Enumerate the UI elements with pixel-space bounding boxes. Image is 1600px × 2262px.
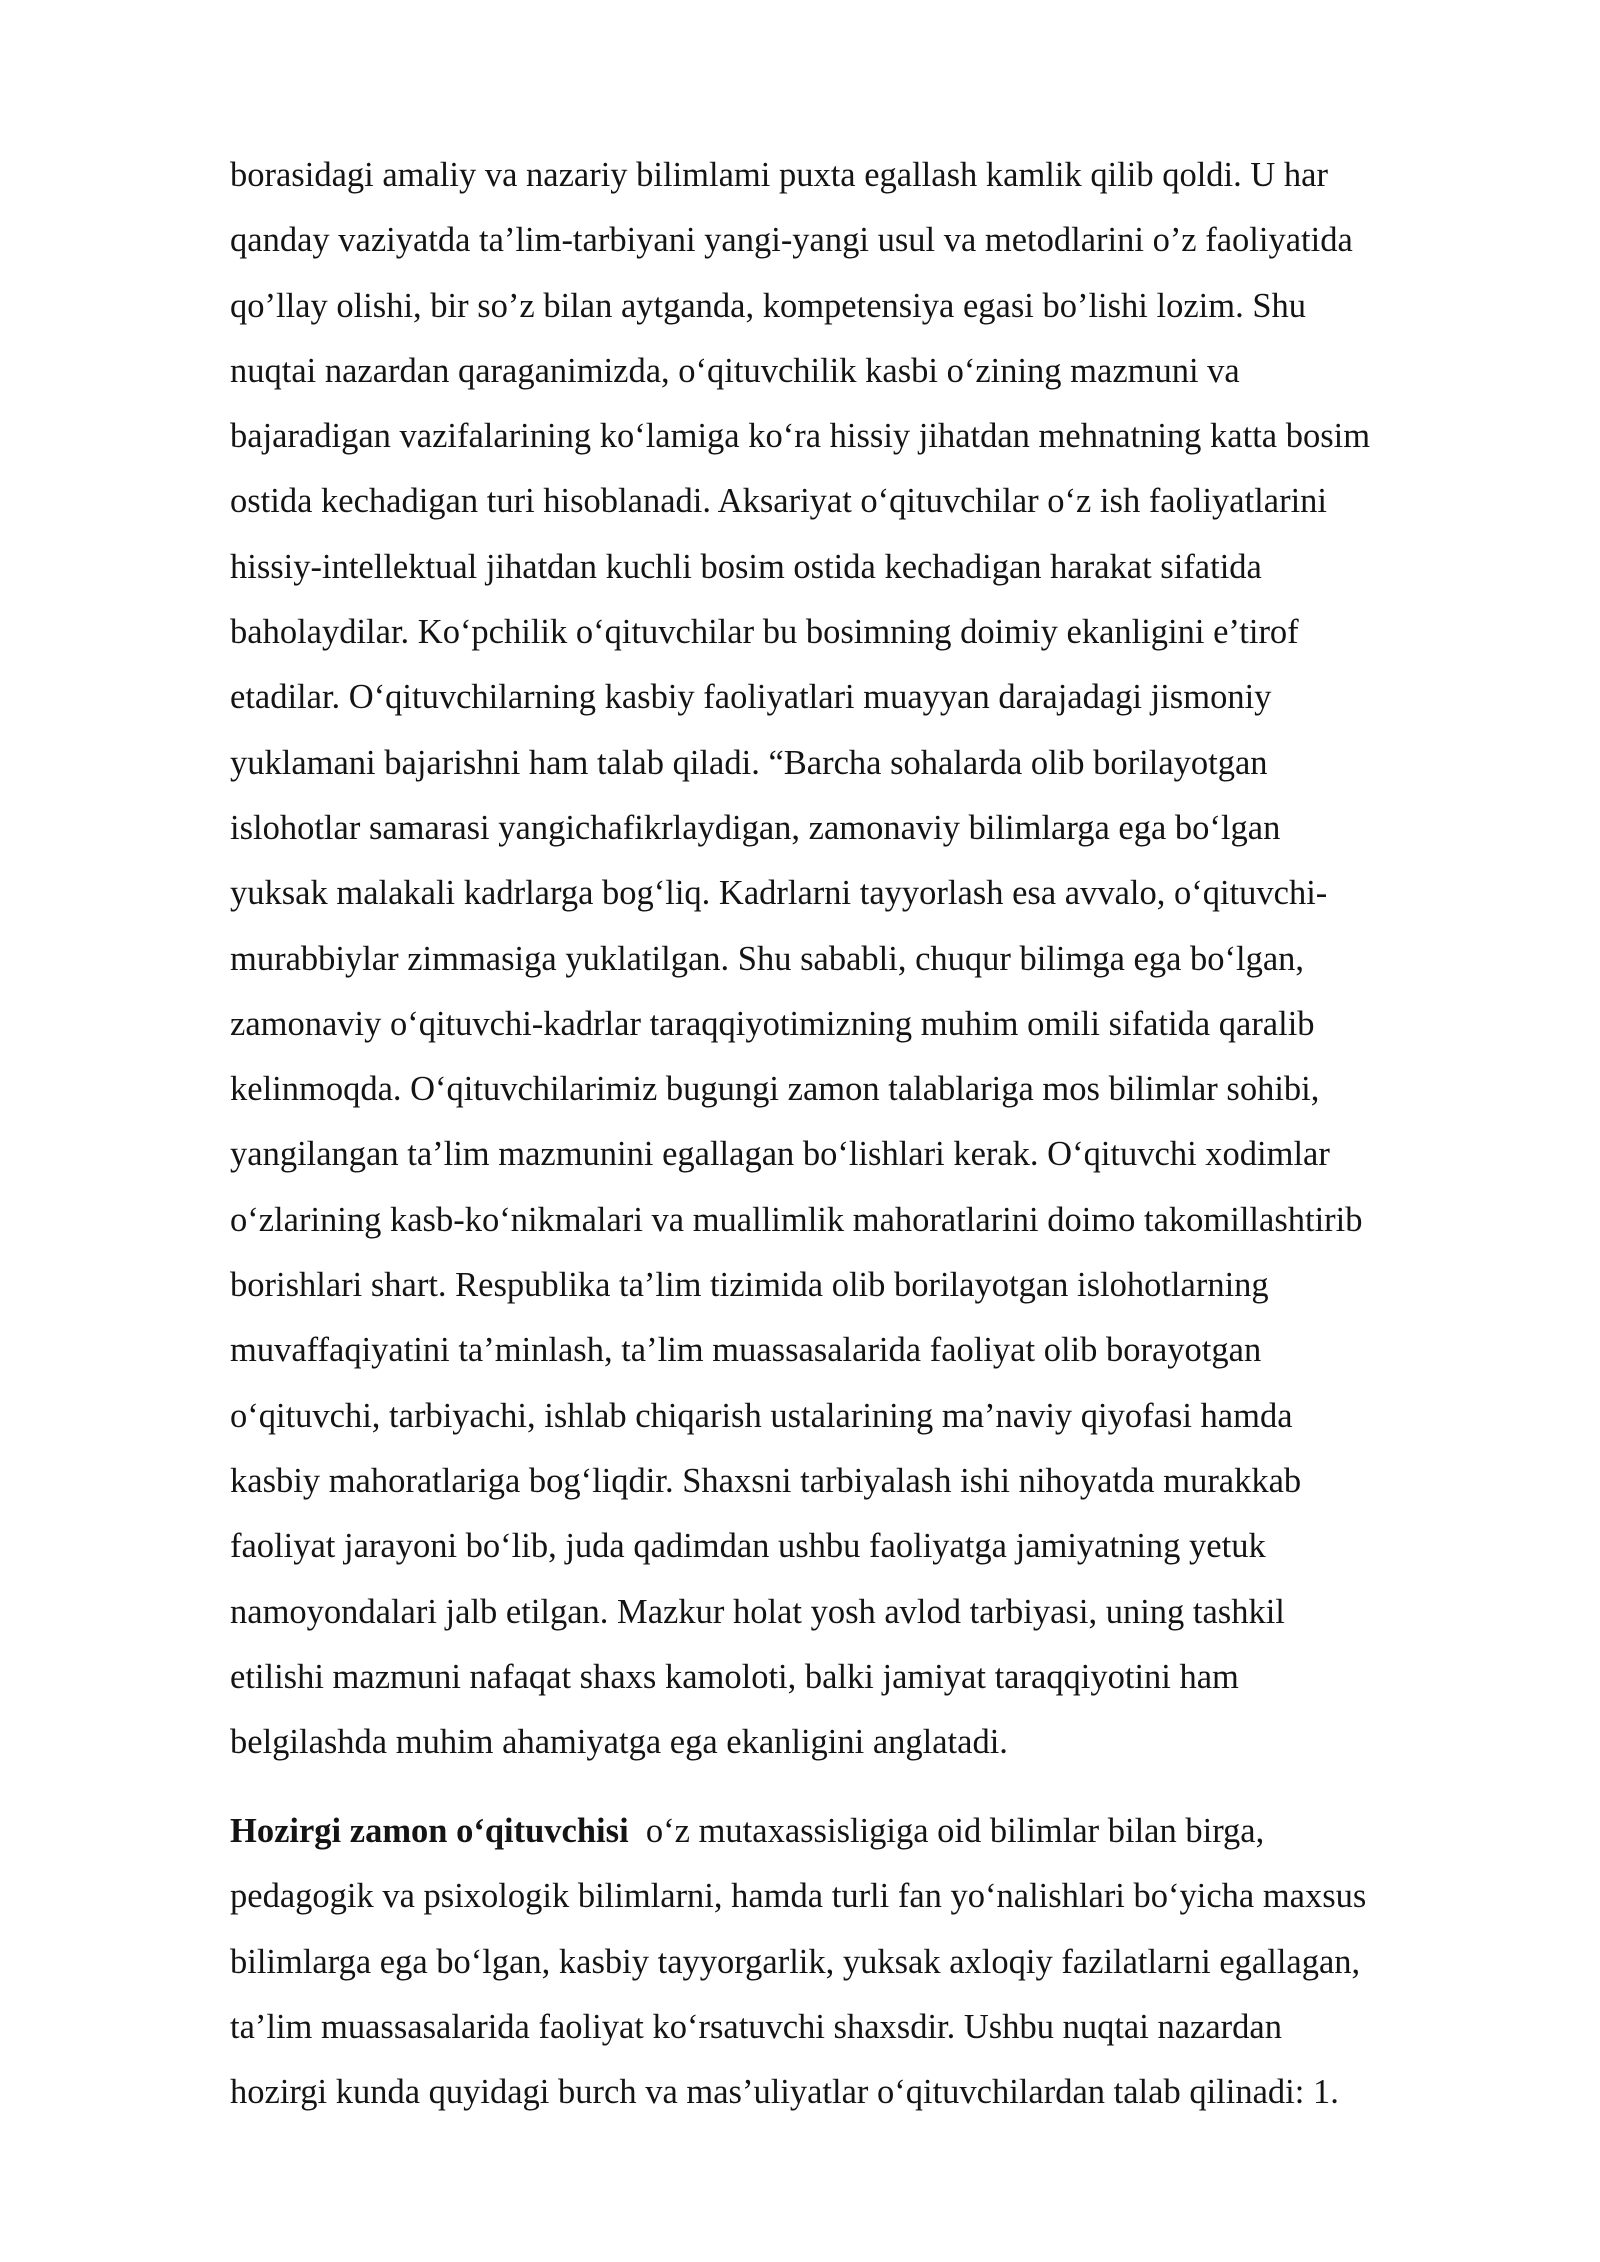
text-line-rest: oʻz mutaxassisligiga oid bilimlar bilan birga, xyxy=(628,1812,1265,1850)
text-line: bilimlarga ega boʻlgan, kasbiy tayyorgarlik, yuksak axloqiy fazilatlarni egallagan, xyxy=(230,1942,1361,1981)
text-line: belgilashda muhim ahamiyatga ega ekanligini anglatadi. xyxy=(230,1723,1008,1762)
body-paragraph-2 xyxy=(230,1799,1490,2125)
text-line: faoliyat jarayoni boʻlib, juda qadimdan ushbu faoliyatga jamiyatning yetuk xyxy=(230,1527,1266,1566)
text-line-first xyxy=(230,1799,1490,1864)
text-line: bajaradigan vazifalarining koʻlamiga koʻra hissiy jihatdan mehnatning katta bosim xyxy=(230,417,1371,456)
text-line: kasbiy mahoratlariga bogʻliqdir. Shaxsni tarbiyalash ishi nihoyatda murakkab xyxy=(230,1461,1302,1500)
text-line: namoyondalari jalb etilgan. Mazkur holat yosh avlod tarbiyasi, uning tashkil xyxy=(230,1592,1285,1631)
text-line: nuqtai nazardan qaraganimizda, oʻqituvchilik kasbi oʻzining mazmuni va xyxy=(230,351,1240,390)
text-line: islohotlar samarasi yangichafikrlaydigan, zamonaviy bilimlarga ega boʻlgan xyxy=(230,808,1281,847)
text-line: murabbiylar zimmasiga yuklatilgan. Shu sababli, chuqur bilimga ega boʻlgan, xyxy=(230,939,1305,978)
text-line: muvaffaqiyatini ta’minlash, ta’lim muassasalarida faoliyat olib borayotgan xyxy=(230,1331,1262,1370)
text-line: oʻqituvchi, tarbiyachi, ishlab chiqarish ustalarining ma’naviy qiyofasi hamda xyxy=(230,1396,1293,1435)
text-line: yuksak malakali kadrlarga bogʻliq. Kadrlarni tayyorlash esa avvalo, oʻqituvchi- xyxy=(230,874,1328,913)
body-paragraph-1 xyxy=(230,143,1490,1775)
text-line: etilishi mazmuni nafaqat shaxs kamoloti, balki jamiyat taraqqiyotini ham xyxy=(230,1657,1239,1696)
text-line: yangilangan ta’lim mazmunini egallagan boʻlishlari kerak. Oʻqituvchi xodimlar xyxy=(230,1135,1330,1174)
text-line: qanday vaziyatda ta’lim-tarbiyani yangi-yangi usul va metodlarini o’z faoliyatida xyxy=(230,221,1353,260)
text-line: zamonaviy oʻqituvchi-kadrlar taraqqiyotimizning muhim omili sifatida qaralib xyxy=(230,1004,1315,1043)
text-line: ostida kechadigan turi hisoblanadi. Aksariyat oʻqituvchilar oʻz ish faoliyatlarini xyxy=(230,482,1327,521)
text-line: borasidagi amaliy va nazariy bilimlami puxta egallash kamlik qilib qoldi. U har xyxy=(230,156,1328,194)
text-line: hozirgi kunda quyidagi burch va mas’uliyatlar oʻqituvchilardan talab qilinadi: 1. xyxy=(230,2073,1339,2112)
text-line: kelinmoqda. Oʻqituvchilarimiz bugungi zamon talablariga mos bilimlar sohibi, xyxy=(230,1070,1320,1109)
text-line: qo’llay olishi, bir so’z bilan aytganda, kompetensiya egasi bo’lishi lozim. Shu xyxy=(230,286,1307,325)
text-line: baholaydilar. Koʻpchilik oʻqituvchilar bu bosimning doimiy ekanligini e’tirof xyxy=(230,613,1299,652)
text-line: oʻzlarining kasb-koʻnikmalari va muallimlik mahoratlarini doimo takomillashtirib xyxy=(230,1200,1363,1239)
text-line: etadilar. Oʻqituvchilarning kasbiy faoliyatlari muayyan darajadagi jismoniy xyxy=(230,678,1272,717)
text-line: yuklamani bajarishni ham talab qiladi. “Barcha sohalarda olib borilayotgan xyxy=(230,743,1268,782)
text-line: pedagogik va psixologik bilimlarni, hamda turli fan yoʻnalishlari boʻyicha maxsus xyxy=(230,1877,1367,1916)
text-line: ta’lim muassasalarida faoliyat koʻrsatuvchi shaxsdir. Ushbu nuqtai nazardan xyxy=(230,2007,1282,2046)
text-line: hissiy-intellektual jihatdan kuchli bosim ostida kechadigan harakat sifatida xyxy=(230,547,1262,586)
bold-heading-phrase: Hozirgi zamon oʻqituvchisi xyxy=(230,1812,629,1850)
text-line: borishlari shart. Respublika ta’lim tizimida olib borilayotgan islohotlarning xyxy=(230,1266,1269,1305)
